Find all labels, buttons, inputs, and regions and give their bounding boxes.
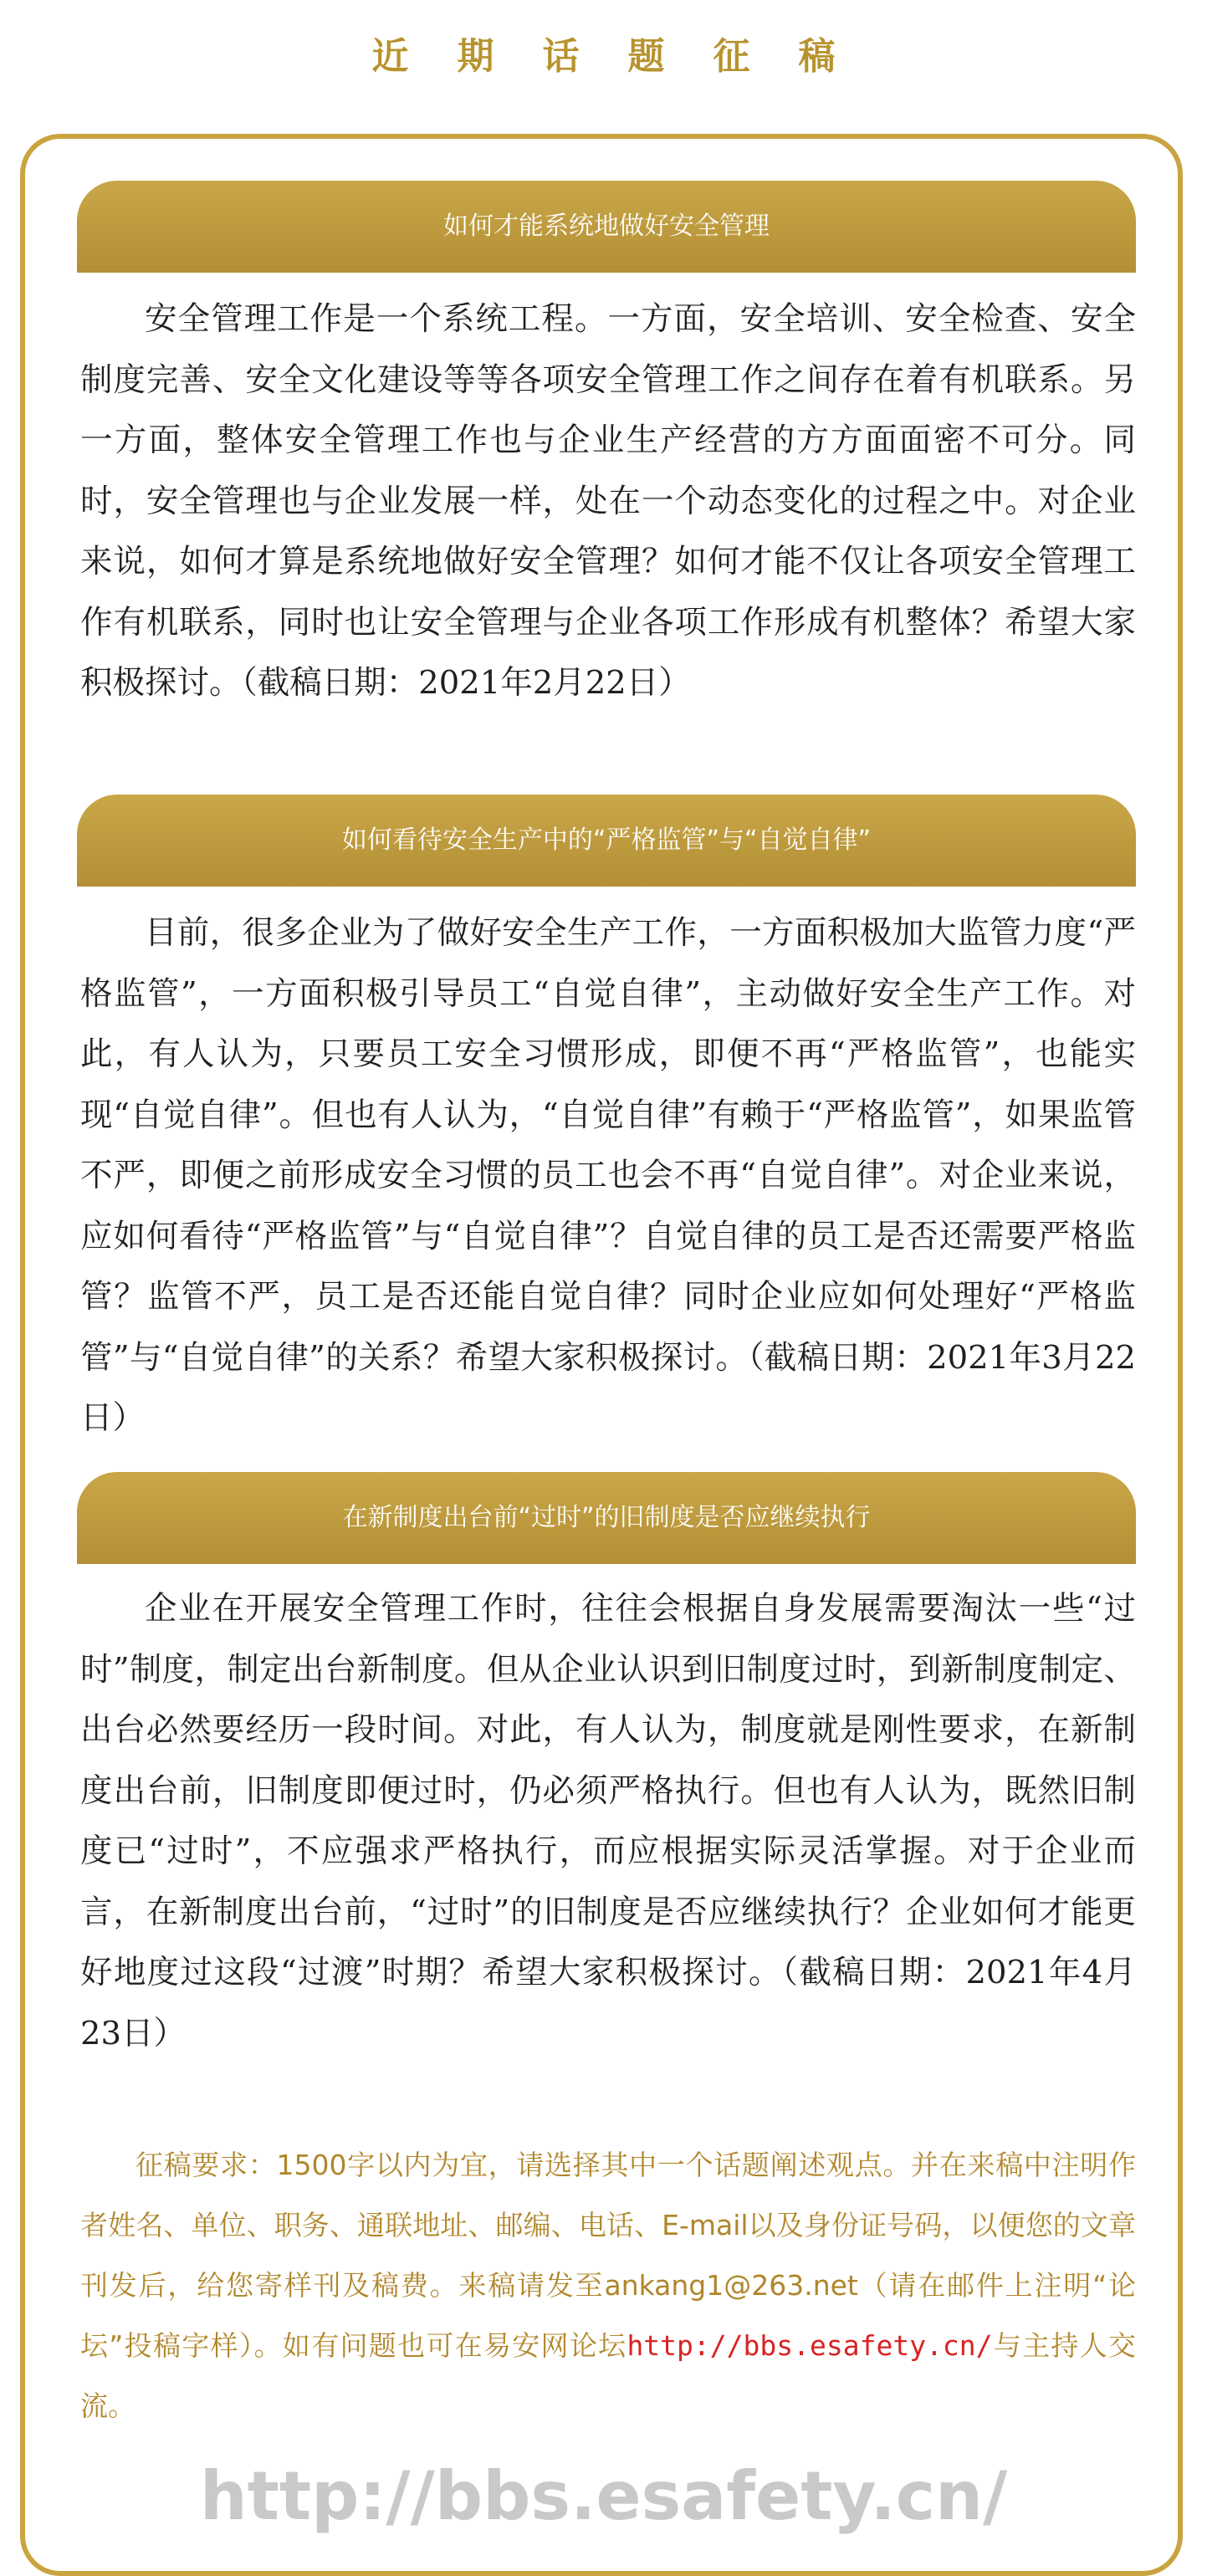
notice-text-end: 与主持人交流。 bbox=[80, 2329, 1136, 2422]
forum-link[interactable]: http://bbs.esafety.cn/ bbox=[627, 2329, 993, 2362]
topic-1-body: 安全管理工作是一个系统工程。一方面，安全培训、安全检查、安全制度完善、安全文化建设等等各项安全管理工作之间存在着有机联系。另一方面，整体安全管理工作也与企业生产经营的方方面面密不可分。同时，安全管理也与企业发展一样，处在一个动态变化的过程之中。对企业来说，如何才算是系统地做好安全管理？如何才能不仅让各项安全管理工作有机联系，同时也让安全管理与企业各项工作形成有机整体？希望大家积极探讨。（截稿日期：2021年2月22日） bbox=[80, 300, 1136, 702]
notice-text: 征稿要求：1500字以内为宜，请选择其中一个话题阐述观点。并在来稿中注明作者姓名、单位、职务、通联地址、邮编、电话、E-mail以及身份证号码，以便您的文章刊发后，给您寄样刊及稿费。来稿请发至ankang1@263.net（请在邮件上注明“论坛”投稿字样）。如有问题也可在易安网论坛 bbox=[80, 2149, 1136, 2362]
topic-3-body: 企业在开展安全管理工作时，往往会根据自身发展需要淘汰一些“过时”制度，制定出台新制度。但从企业认识到旧制度过时，到新制度制定、出台必然要经历一段时间。对此，有人认为，制度就是刚性要求，在新制度出台前，旧制度即便过时，仍必须严格执行。但也有人认为，既然旧制度已“过时”，不应强求严格执行，而应根据实际灵活掌握。对于企业而言，在新制度出台前，“过时”的旧制度是否应继续执行？企业如何才能更好地度过这段“过渡”时期？希望大家积极探讨。（截稿日期：2021年4月23日） bbox=[80, 1590, 1136, 2052]
topic-1-title: 如何才能系统地做好安全管理 bbox=[77, 181, 1136, 273]
topic-2-title: 如何看待安全生产中的“严格监管”与“自觉自律” bbox=[77, 795, 1136, 887]
topic-2-body: 目前，很多企业为了做好安全生产工作，一方面积极加大监管力度“严格监管”，一方面积极引导员工“自觉自律”，主动做好安全生产工作。对此，有人认为，只要员工安全习惯形成，即便不再“严格监管”，也能实现“自觉自律”。但也有人认为，“自觉自律”有赖于“严格监管”，如果监管不严，即便之前形成安全习惯的员工也会不再“自觉自律”。对企业来说，应如何看待“严格监管”与“自觉自律”？自觉自律的员工是否还需要严格监管？监管不严，员工是否还能自觉自律？同时企业应如何处理好“严格监管”与“自觉自律”的关系？希望大家积极探讨。（截稿日期：2021年3月22日） bbox=[80, 914, 1136, 1437]
submission-notice bbox=[80, 2135, 1136, 2436]
page-title: 近期话题征稿 bbox=[371, 35, 884, 78]
footer-url-watermark: http://bbs.esafety.cn/ bbox=[199, 2457, 1008, 2535]
topic-3-title: 在新制度出台前“过时”的旧制度是否应继续执行 bbox=[77, 1472, 1136, 1564]
